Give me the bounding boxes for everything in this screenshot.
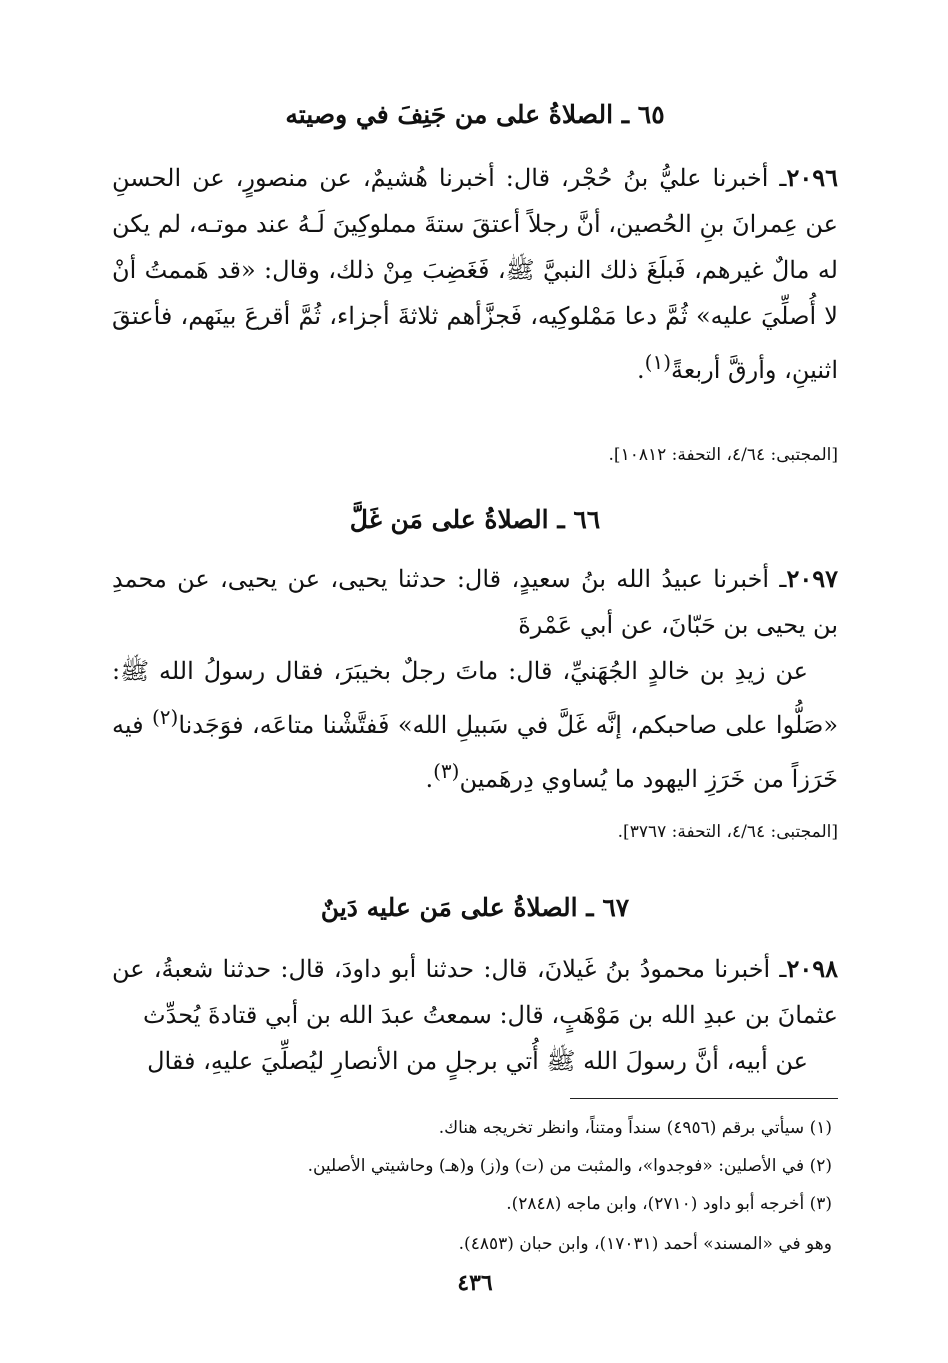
footnote-1: (١) سيأتي برقم (٤٩٥٦) سنداً ومتناً، وانظر تخريجه هناك.	[438, 1118, 832, 1138]
section-title-66: ٦٦ ـ الصلاةُ على مَن غَلَّ	[349, 505, 601, 534]
section-title-67: ٦٧ ـ الصلاةُ على مَن عليه دَينٌ	[320, 893, 630, 922]
book-page	[112, 0, 838, 1363]
hadith-text: ـ أخبرنا عليُّ بنُ حُجْر، قال: أخبرنا هُشيمٌ، عن منصورٍ، عن الحسنِ عن عِمرانَ بنِ الحُصين، أنَّ رجلاً أعتقَ ستةَ مملوكِينَ لَـهُ عند موتـه، لم يكن له مالٌ غيرهم، فَبلَغَ ذلك النبيَّ ﷺ، فَغَضِبَ مِنْ ذلك، وقال: «قد هَممتُ أنْ لا أُصلِّيَ عليه» ثُمَّ دعا مَمْلوكِيه، فَجزَّأهم ثلاثةَ أجزاء، ثُمَّ أقرعَ بينَهم، فأعتقَ اثنينِ، وأرقَّ أربعةً	[112, 164, 838, 384]
footnote-marker: (٣)	[433, 759, 460, 783]
hadith-text-matn: عن أبيه، أنَّ رسولَ الله ﷺ أُتي برجلٍ من الأنصارِ ليُصلِّيَ عليهِ، فقال	[147, 1047, 808, 1075]
page-number: ٤٣٦	[457, 1270, 493, 1296]
hadith-number: ٢٠٩٨	[786, 954, 838, 983]
footnote-3-cont: وهو في «المسند» أحمد (١٧٠٣١)، وابن حبان (٤٨٥٣).	[458, 1234, 832, 1254]
hadith-number: ٢٠٩٦	[786, 163, 838, 192]
hadith-2096: ٢٠٩٦ـ أخبرنا عليُّ بنُ حُجْر، قال: أخبرنا هُشيمٌ، عن منصورٍ، عن الحسنِ عن عِمرانَ بنِ الحُصين، أنَّ رجلاً أعتقَ ستةَ مملوكِينَ لَـهُ عند موتـه، لم يكن له مالٌ غيرهم، فَبلَغَ ذلك النبيَّ ﷺ، فَغَضِبَ مِنْ ذلك، وقال: «قد هَممتُ أنْ لا أُصلِّيَ عليه» ثُمَّ دعا مَمْلوكِيه، فَجزَّأهم ثلاثةَ أجزاء، ثُمَّ أقرعَ بينَهم، فأعتقَ اثنينِ، وأرقَّ أربعةً$^{(١)}$.	[112, 163, 838, 384]
footnote-marker: (١)	[644, 350, 672, 374]
footnote-3: (٣) أخرجه أبو داود (٢٧١٠)، وابن ماجه (٢٨٤٨).	[506, 1194, 832, 1214]
reference-line: [المجتبى: ٤/٦٤، التحفة: ٣٧٦٧].	[617, 822, 838, 842]
section-title-65: ٦٥ ـ الصلاةُ على من جَنِفَ في وصيته	[285, 100, 665, 129]
hadith-2097: ٢٠٩٧ـ أخبرنا عبيدُ الله بنُ سعيدٍ، قال: حدثنا يحيى، عن يحيى، عن محمدِ بن يحيى بن حَبّانَ، عن أبي عَمْرةَ عن زيدِ بن خالدٍ الجُهَنيِّ، قال: ماتَ رجلٌ بخيبَرَ، فقال رسولُ الله ﷺ: «صَلُّوا على صاحبكم، إنَّه غَلَّ في سَبيلِ الله» فَفتَّشْنا متاعَه، فوَجَدنا$^{(٢)}$ فيه خَرَزاً من خَرَزِ اليهود ما يُساوي دِرهَمين$^{(٣)}$.	[112, 564, 838, 793]
footnote-divider	[570, 1098, 838, 1099]
reference-line: [المجتبى: ٤/٦٤، التحفة: ١٠٨١٢].	[608, 445, 838, 465]
hadith-number: ٢٠٩٧	[786, 564, 838, 593]
hadith-text-matn-cont: فيه خَرَزاً من خَرَزِ اليهود ما يُساوي دِرهَمين	[112, 711, 838, 793]
hadith-2098	[112, 946, 838, 1084]
footnote-marker: (٢)	[151, 705, 179, 729]
hadith-text-isnad: ـ أخبرنا محمودُ بنُ غَيلانَ، قال: حدثنا أبو داودَ، قال: حدثنا شعبةُ، عن عثمانَ بن عبدِ الله بن مَوْهَبٍ، قال: سمعتُ عبدَ الله بن أبي قتادةَ يُحدِّث	[112, 955, 838, 1029]
hadith-text-matn: عن زيدِ بن خالدٍ الجُهَنيِّ، قال: ماتَ رجلٌ بخيبَرَ، فقال رسولُ الله ﷺ: «صَلُّوا على صاحبكم، إنَّه غَلَّ في سَبيلِ الله» فَفتَّشْنا متاعَه، فوَجَدنا	[112, 657, 838, 739]
footnote-2: (٢) في الأصلين: «فوجدوا»، والمثبت من (ت) و(ز) و(هـ) وحاشيتي الأصلين.	[307, 1156, 832, 1176]
hadith-text-isnad: ـ أخبرنا عبيدُ الله بنُ سعيدٍ، قال: حدثنا يحيى، عن يحيى، عن محمدِ بن يحيى بن حَبّانَ، عن أبي عَمْرةَ	[112, 565, 838, 639]
